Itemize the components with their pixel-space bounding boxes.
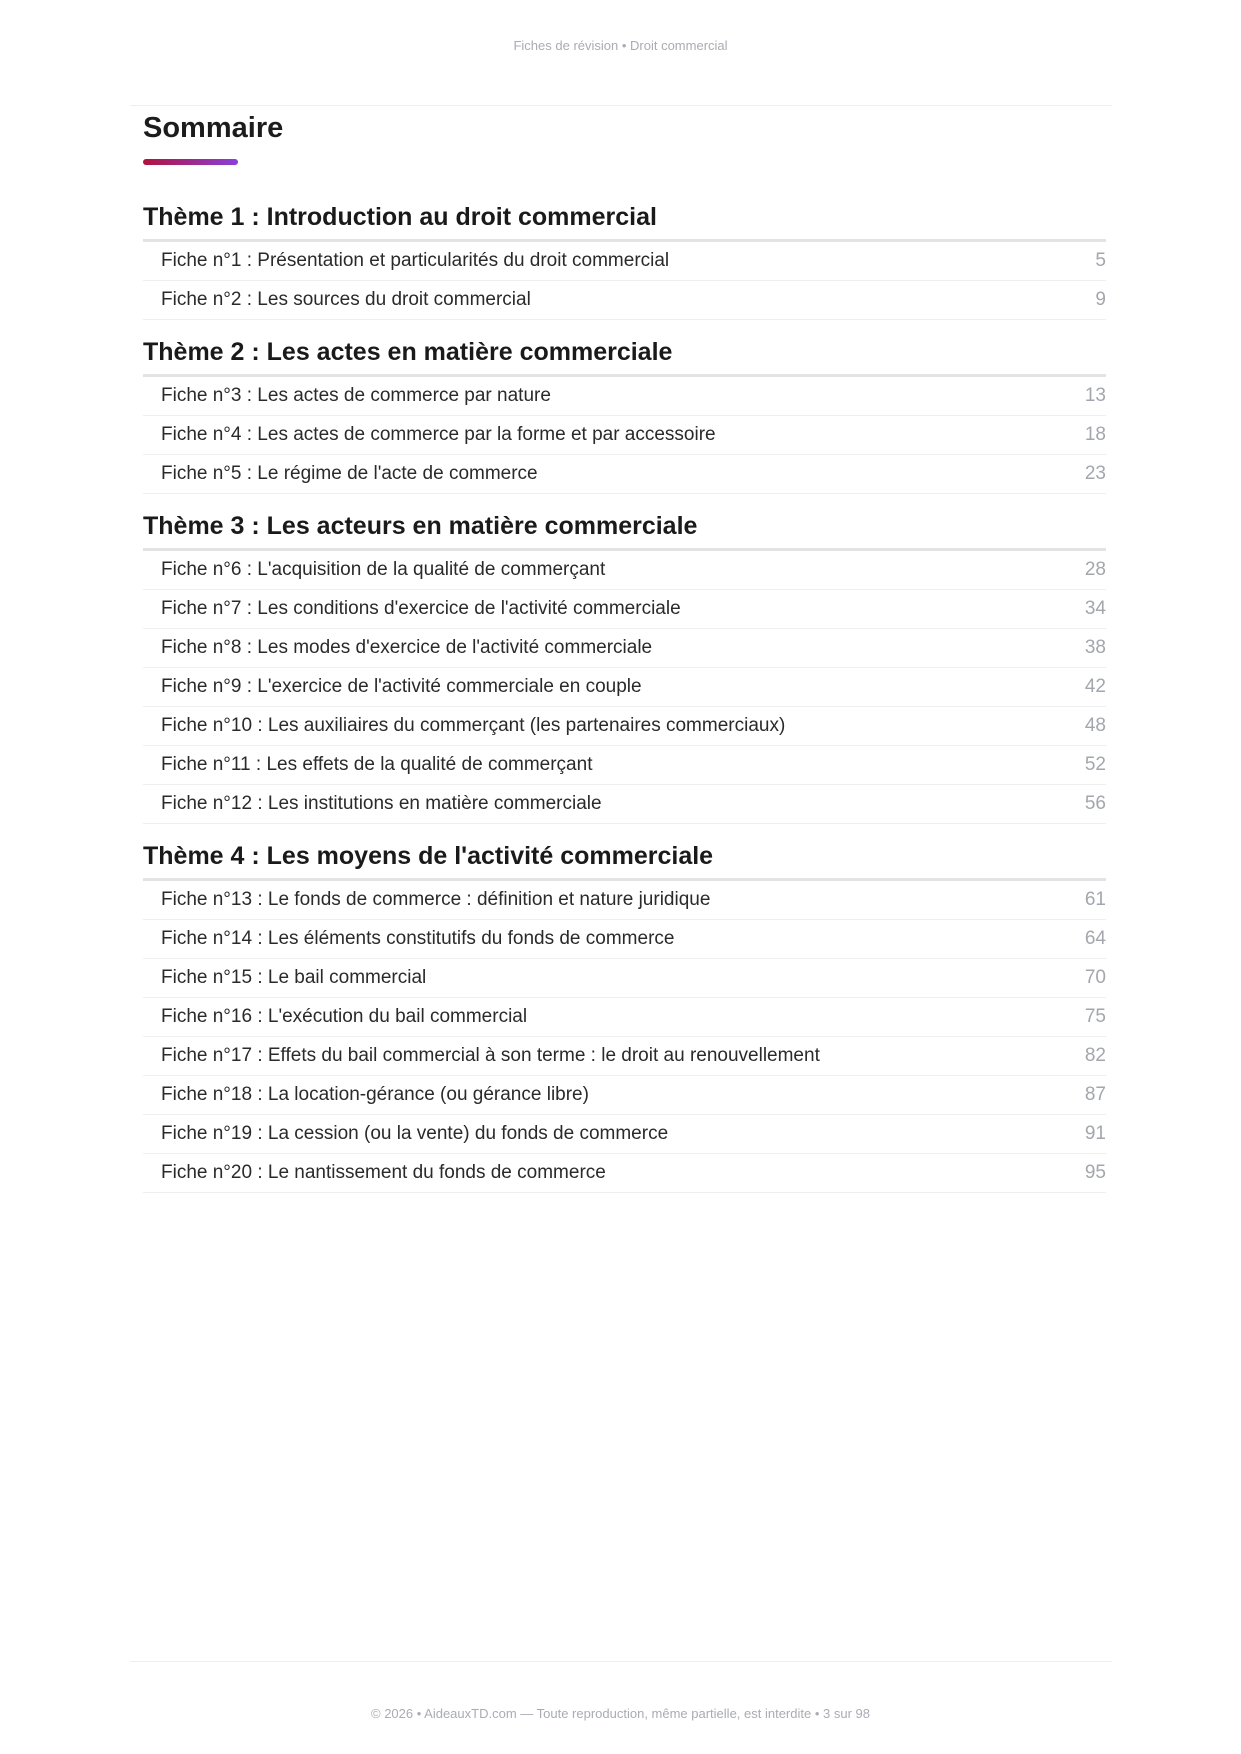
toc-entry-label: Fiche n°11 : Les effets de la qualité de commerçant [161,754,593,775]
toc-entry[interactable] [143,590,1106,629]
toc-entry-page-number: 52 [1084,754,1106,775]
toc-entry-label: Fiche n°18 : La location-gérance (ou gérance libre) [161,1084,589,1105]
toc-entry-label: Fiche n°16 : L'exécution du bail commercial [161,1006,528,1027]
toc-entry-page-number: 42 [1084,676,1106,697]
toc-entry-label: Fiche n°19 : La cession (ou la vente) du fonds de commerce [161,1123,669,1144]
toc-entry-label: Fiche n°17 : Effets du bail commercial à son terme : le droit au renouvellement [161,1045,820,1066]
toc-entry-label: Fiche n°3 : Les actes de commerce par nature [161,385,551,406]
toc-entry-label: Fiche n°5 : Le régime de l'acte de commerce [161,463,538,484]
toc-entry-page-number: 82 [1084,1045,1106,1066]
toc-entry-page-number: 48 [1084,715,1106,736]
toc-entry-page-number: 61 [1084,889,1106,910]
theme-entry-list [143,881,1106,1193]
toc-entry-label: Fiche n°10 : Les auxiliaires du commerçant (les partenaires commerciaux) [161,715,786,736]
running-header: Fiches de révision • Droit commercial [513,38,728,53]
table-of-contents [143,108,1106,1193]
theme-entry-list [143,377,1106,494]
page-title: Sommaire [143,112,284,144]
toc-entry-label: Fiche n°7 : Les conditions d'exercice de l'activité commerciale [161,598,681,619]
toc-entry[interactable] [143,920,1106,959]
toc-entry[interactable] [143,629,1106,668]
toc-entry-page-number: 34 [1084,598,1106,619]
toc-entry[interactable] [143,959,1106,998]
footer-divider [130,1661,1112,1662]
toc-entry[interactable] [143,668,1106,707]
toc-entry-page-number: 9 [1095,289,1106,310]
toc-entry-page-number: 56 [1084,793,1106,814]
toc-entry[interactable] [143,746,1106,785]
theme-title: Thème 2 : Les actes en matière commerciale [143,334,1106,377]
theme-section [143,199,1106,320]
toc-entry-label: Fiche n°4 : Les actes de commerce par la forme et par accessoire [161,424,716,445]
toc-entry[interactable] [143,881,1106,920]
toc-entry-label: Fiche n°2 : Les sources du droit commercial [161,289,531,310]
toc-entry[interactable] [143,707,1106,746]
toc-entry[interactable] [143,455,1106,494]
toc-entry-page-number: 38 [1084,637,1106,658]
toc-entry-page-number: 91 [1084,1123,1106,1144]
toc-entry-page-number: 64 [1084,928,1106,949]
toc-entry[interactable] [143,551,1106,590]
theme-section [143,838,1106,1193]
toc-entry-label: Fiche n°20 : Le nantissement du fonds de commerce [161,1162,606,1183]
toc-entry-label: Fiche n°14 : Les éléments constitutifs du fonds de commerce [161,928,675,949]
theme-title: Thème 4 : Les moyens de l'activité commerciale [143,838,1106,881]
toc-entry-label: Fiche n°8 : Les modes d'exercice de l'activité commerciale [161,637,653,658]
toc-entry[interactable] [143,785,1106,824]
toc-entry[interactable] [143,281,1106,320]
toc-entry[interactable] [143,242,1106,281]
toc-entry-label: Fiche n°13 : Le fonds de commerce : définition et nature juridique [161,889,711,910]
toc-entry[interactable] [143,1076,1106,1115]
toc-entry[interactable] [143,1154,1106,1193]
theme-title: Thème 1 : Introduction au droit commercial [143,199,1106,242]
toc-entry-label: Fiche n°6 : L'acquisition de la qualité de commerçant [161,559,606,580]
page-footer: © 2026 • AideauxTD.com — Toute reproduction, même partielle, est interdite • 3 sur 98 [371,1706,870,1721]
toc-entry-label: Fiche n°12 : Les institutions en matière commerciale [161,793,602,814]
toc-entry-page-number: 18 [1084,424,1106,445]
toc-entry[interactable] [143,377,1106,416]
toc-entry-label: Fiche n°1 : Présentation et particularités du droit commercial [161,250,670,271]
theme-entry-list [143,551,1106,824]
toc-entry-label: Fiche n°15 : Le bail commercial [161,967,427,988]
title-accent-bar [143,159,238,165]
toc-entry-page-number: 28 [1084,559,1106,580]
themes-container [143,199,1106,1193]
theme-entry-list [143,242,1106,320]
toc-entry-page-number: 5 [1095,250,1106,271]
toc-entry-page-number: 23 [1084,463,1106,484]
toc-entry[interactable] [143,1115,1106,1154]
toc-entry-page-number: 95 [1084,1162,1106,1183]
toc-entry[interactable] [143,1037,1106,1076]
toc-entry[interactable] [143,998,1106,1037]
theme-section [143,508,1106,824]
header-divider [130,105,1112,106]
toc-entry-page-number: 75 [1084,1006,1106,1027]
toc-entry-page-number: 70 [1084,967,1106,988]
toc-entry-page-number: 87 [1084,1084,1106,1105]
theme-title: Thème 3 : Les acteurs en matière commerciale [143,508,1106,551]
toc-entry-label: Fiche n°9 : L'exercice de l'activité commerciale en couple [161,676,642,697]
theme-section [143,334,1106,494]
toc-entry[interactable] [143,416,1106,455]
toc-entry-page-number: 13 [1084,385,1106,406]
